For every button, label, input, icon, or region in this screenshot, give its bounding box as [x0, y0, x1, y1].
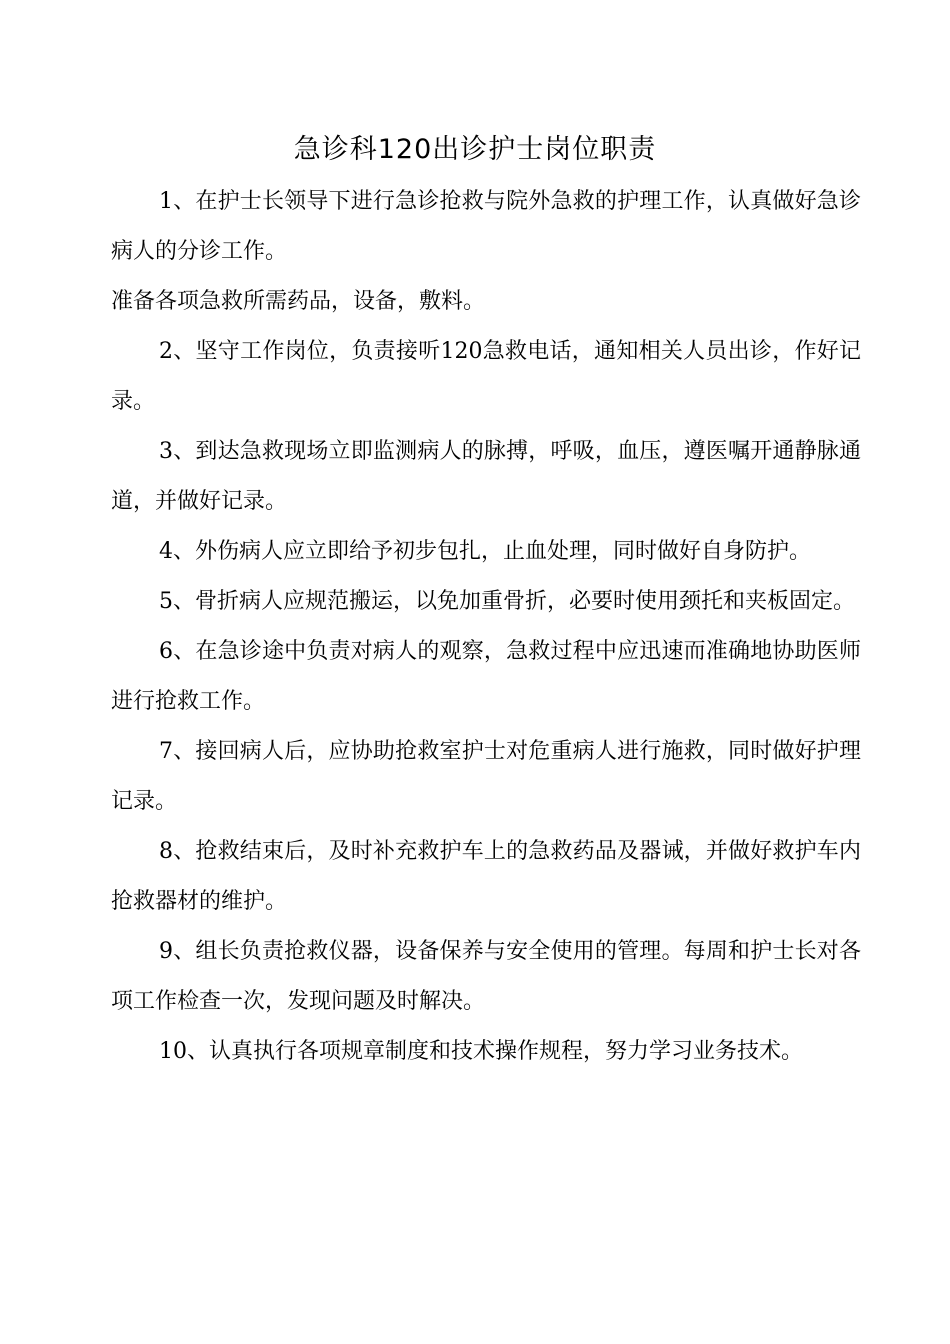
duty-item-10: 10、认真执行各项规章制度和技术操作规程，努力学习业务技术。 — [159, 1039, 803, 1064]
duty-item-7: 7、接回病人后，应协助抢救室护士对危重病人进行施救，同时做好护理记录。 — [111, 739, 861, 814]
duty-item-3: 3、到达急救现场立即监测病人的脉搏，呼吸，血压，遵医嘱开通静脉通道，并做好记录。 — [111, 439, 861, 514]
duty-item-9: 9、组长负责抢救仪器，设备保养与安全使用的管理。每周和护士长对各项工作检查一次，发现问题及时解决。 — [111, 939, 861, 1014]
duty-item-2: 2、坚守工作岗位，负责接听120急救电话，通知相关人员出诊，作好记录。 — [111, 339, 861, 414]
duty-item-8: 8、抢救结束后，及时补充救护车上的急救药品及器诫，并做好救护车内抢救器材的维护。 — [111, 839, 861, 914]
duty-item-1: 1、在护士长领导下进行急诊抢救与院外急救的护理工作，认真做好急诊病人的分诊工作。 — [111, 189, 861, 264]
duty-item-1-continuation: 准备各项急救所需药品，设备，敷料。 — [111, 289, 486, 314]
duty-item-5: 5、骨折病人应规范搬运，以免加重骨折，必要时使用颈托和夹板固定。 — [159, 589, 855, 614]
duty-item-4: 4、外伤病人应立即给予初步包扎，止血处理，同时做好自身防护。 — [159, 539, 811, 564]
duty-item-6: 6、在急诊途中负责对病人的观察，急救过程中应迅速而准确地协助医师进行抢救工作。 — [111, 639, 861, 714]
document-body — [111, 177, 861, 1077]
document-title: 急诊科120出诊护士岗位职责 — [293, 134, 657, 165]
